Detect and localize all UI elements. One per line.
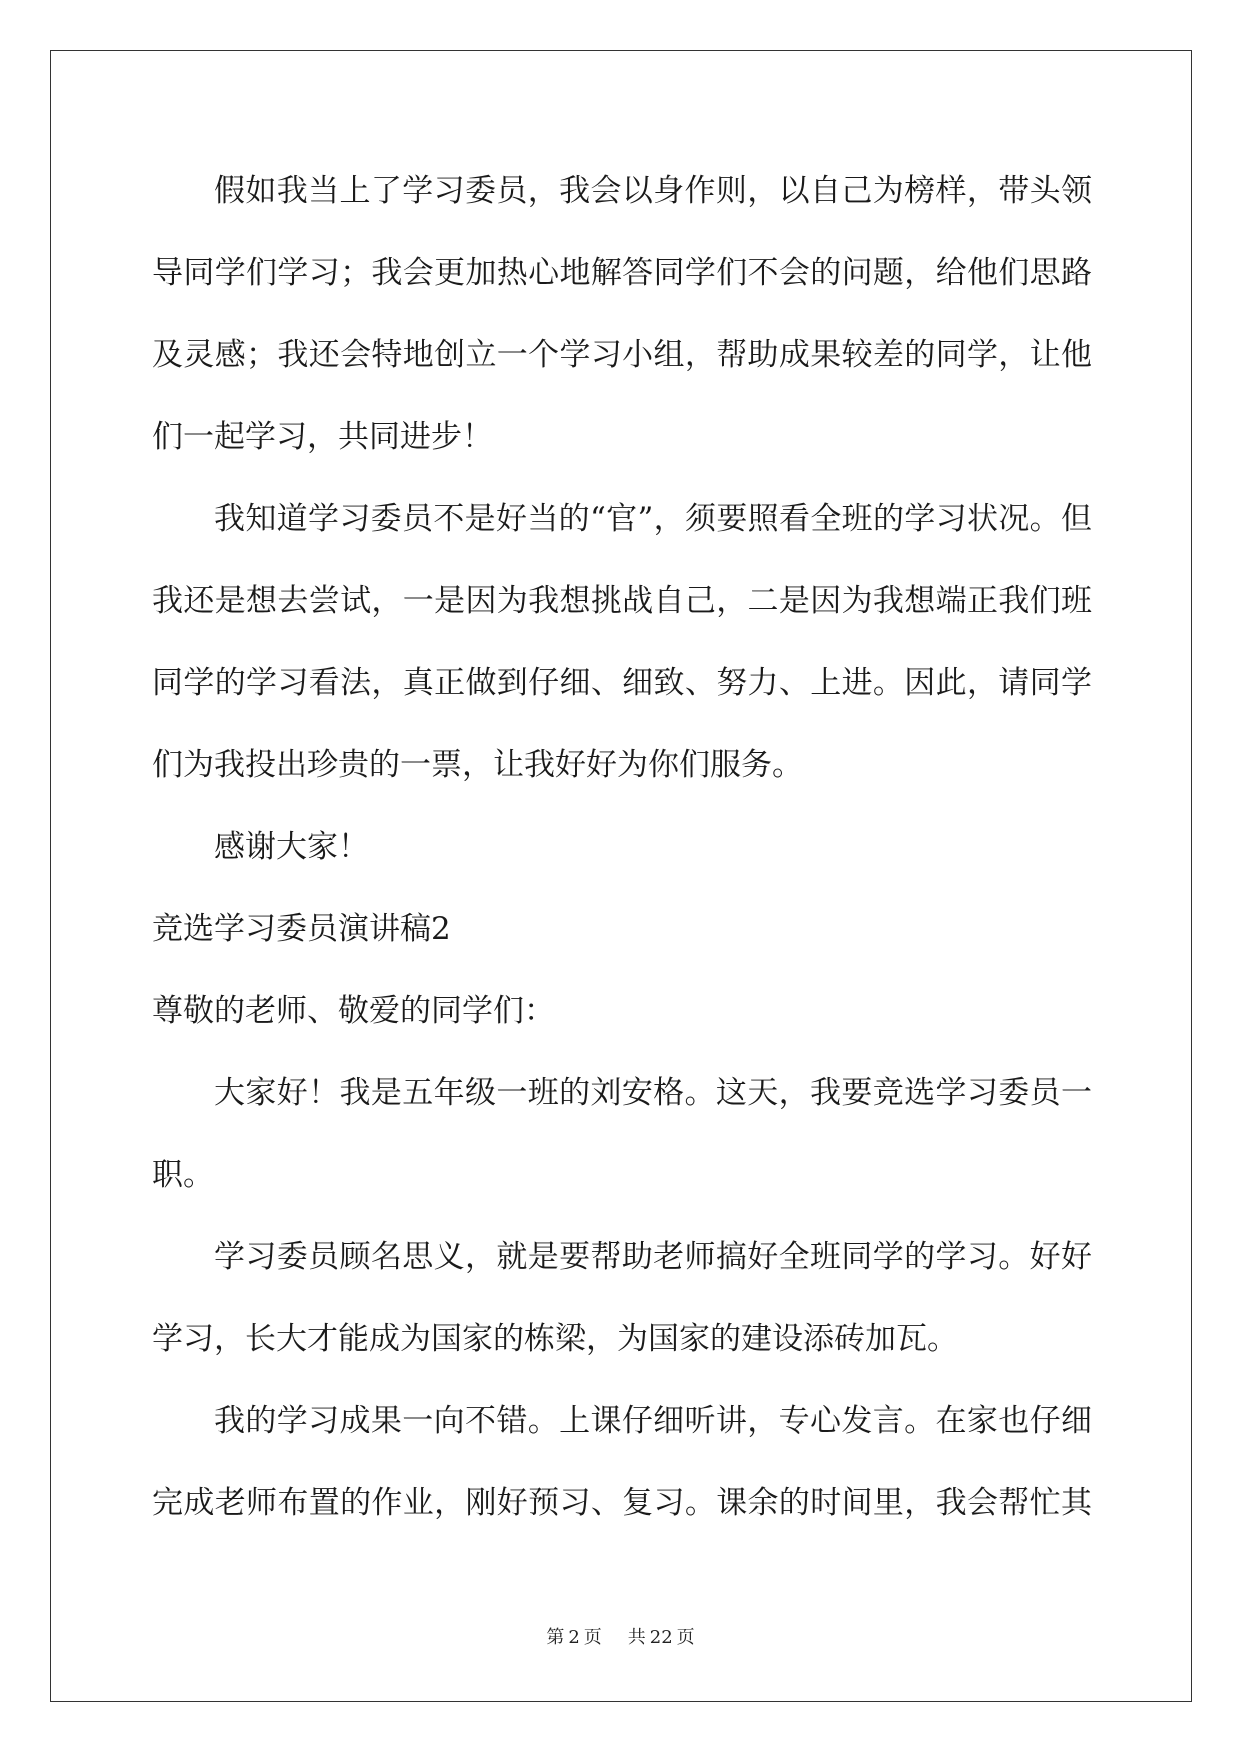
text-line: 同学的学习看法，真正做到仔细、细致、努力、上进。因此，请同学 (152, 665, 1092, 701)
text-line: 导同学们学习；我会更加热心地解答同学们不会的问题，给他们思路 (152, 255, 1092, 291)
text-line: 竞选学习委员演讲稿2 (152, 911, 451, 947)
total-label-prefix: 共 (627, 1627, 646, 1648)
text-line: 感谢大家！ (214, 829, 369, 865)
text-line: 我还是想去尝试，一是因为我想挑战自己，二是因为我想端正我们班 (152, 583, 1092, 619)
text-line: 学习委员顾名思义，就是要帮助老师搞好全班同学的学习。好好 (214, 1239, 1092, 1275)
text-line: 我知道学习委员不是好当的“官”，须要照看全班的学习状况。但 (214, 501, 1092, 537)
text-line: 我的学习成果一向不错。上课仔细听讲，专心发言。在家也仔细 (214, 1403, 1092, 1439)
text-line: 学习，长大才能成为国家的栋梁，为国家的建设添砖加瓦。 (152, 1321, 958, 1357)
text-line: 及灵感；我还会特地创立一个学习小组，帮助成果较差的同学，让他 (152, 337, 1092, 373)
document-body (152, 150, 1092, 1544)
text-line: 们一起学习，共同进步！ (152, 419, 493, 455)
text-line: 们为我投出珍贵的一票，让我好好为你们服务。 (152, 747, 803, 783)
text-line: 职。 (152, 1157, 214, 1193)
text-line: 完成老师布置的作业，刚好预习、复习。课余的时间里，我会帮忙其 (152, 1485, 1092, 1521)
page-label-suffix: 页 (583, 1627, 602, 1648)
text-line: 大家好！我是五年级一班的刘安格。这天，我要竞选学习委员一 (214, 1075, 1092, 1111)
total-pages: 22 (649, 1627, 673, 1648)
page-footer (0, 1626, 1241, 1650)
page-label-prefix: 第 (546, 1627, 565, 1648)
text-line: 假如我当上了学习委员，我会以身作则，以自己为榜样，带头领 (214, 173, 1092, 209)
page-number: 2 (568, 1627, 580, 1648)
total-label-suffix: 页 (676, 1627, 695, 1648)
text-line: 尊敬的老师、敬爱的同学们： (152, 993, 555, 1029)
